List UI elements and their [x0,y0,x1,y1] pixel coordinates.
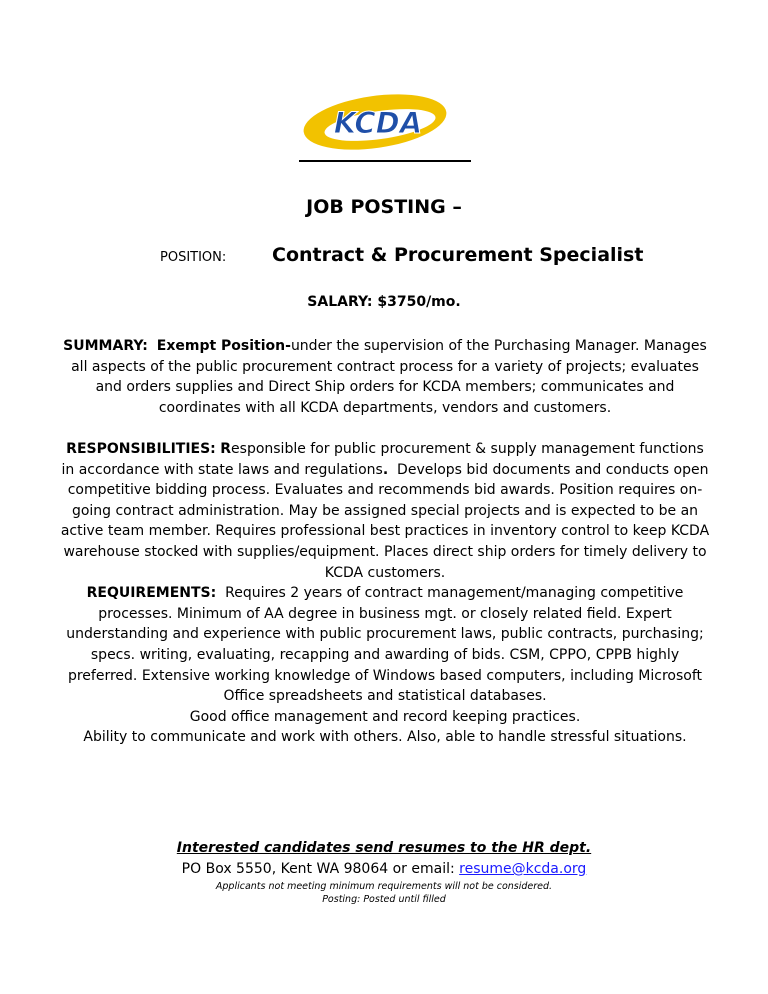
contact-heading: Interested candidates send resumes to the HR dept. [176,840,592,856]
responsibilities-requirements-section [60,439,710,748]
requirements-text: Requires 2 years of contract management/managing competitive processes. Minimum of AA degree in business mgt. or closely related field. Expert understanding and experience with public procurement laws, public contracts, purchasing; specs. writing, evaluating, recapping and awarding of bids. CSM, CPPO, CPPB highly preferred. Extensive working knowledge of Windows based computers, including Microsoft Office spreadsheets and statistical databases. [66,585,704,705]
position-title: Contract & Procurement Specialist [272,244,644,266]
contact-address-line [0,858,768,880]
summary-label: SUMMARY: [63,338,148,354]
page-title: JOB POSTING – [306,196,462,218]
salary: SALARY: $3750/mo. [307,294,461,310]
position-label: POSITION: [160,250,227,265]
responsibilities-label: RESPONSIBILITIES: [66,441,216,457]
contact-section [0,838,768,906]
summary-section [60,336,710,418]
requirements-label: REQUIREMENTS: [86,585,217,602]
responsibilities-initial: R [220,441,232,457]
responsibilities-text-b: Develops bid documents and conducts open competitive bidding process. Evaluates and recommends bid awards. Position requires on-going contract administration. May be assigned special projects and is expected to be an active team member. Requires professional best practices in inventory control to keep KCDA warehouse stocked with supplies/equipment. Places direct ship orders for timely delivery to KCDA customers. [60,461,710,581]
responsibilities-period: . [382,461,389,478]
summary-text: under the supervision of the Purchasing Manager. Manages all aspects of the public procurement contract process for a variety of projects; evaluates and orders supplies and Direct Ship orders for KCDA members; communicates and coordinates with all KCDA departments, vendors and customers. [71,338,707,416]
posting-note: Posting: Posted until filled [322,894,446,905]
email-link[interactable]: resume@kcda.org [459,861,587,877]
contact-address: PO Box 5550, Kent WA 98064 or email: [181,861,455,877]
requirements-note: Applicants not meeting minimum requirements will not be considered. [215,881,553,892]
responsibilities-text-a: esponsible for public procurement & supply management functions in accordance with state laws and regulations [61,441,704,478]
logo-text: KCDA [333,106,423,140]
requirements-communication-line: Ability to communicate and work with others. Also, able to handle stressful situations. [83,729,687,746]
requirements-office-line: Good office management and record keeping practices. [189,708,581,725]
kcda-logo [300,92,450,152]
summary-emphasis: Exempt Position- [156,338,291,354]
logo-divider [299,160,471,162]
